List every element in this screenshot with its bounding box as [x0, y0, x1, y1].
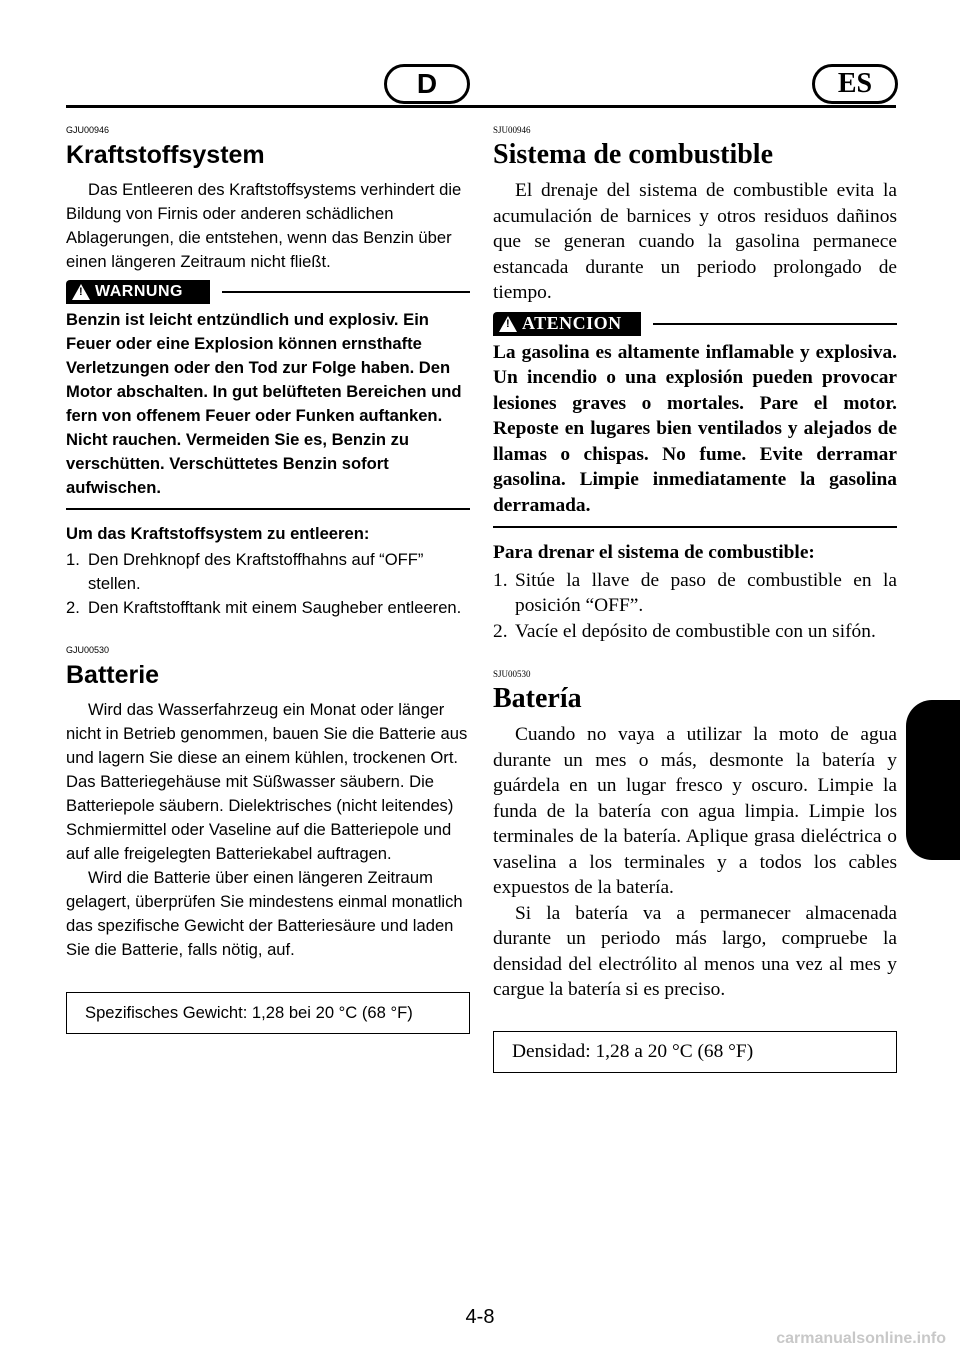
section-code: GJU00530 — [66, 645, 110, 655]
section-title: Batterie — [66, 661, 160, 689]
battery-paragraph-2: Si la batería va a permanecer almacenada durante un periodo más largo, compruebe la densidad del electrólito al menos una vez al mes y cargue la batería si es preciso. — [493, 902, 897, 1000]
battery-paragraph-1: Wird das Wasserfahrzeug ein Monat oder länger nicht in Betrieb genommen, bauen Sie die Batterie aus und lagern Sie diese an einem kühlen, trockenen Ort. Das Batteriegehäuse mit Süßwasser säubern. Die Batteriepole säubern. Dielektrisches (nicht leitendes) Schmiermittel oder Vaseline auf die Batteriepole und auf alle freigelegten Batteriekabel auftragen. — [66, 700, 468, 863]
steps-title: Para drenar el sistema de combustible: — [493, 542, 815, 563]
warning-badge: ! ATENCION — [493, 312, 641, 336]
section-title: Batería — [493, 683, 582, 714]
section-title: Kraftstoffsystem — [66, 141, 265, 169]
list-item: 2. Vacíe el depósito de combustible con un sifón. — [493, 620, 876, 642]
spec-box: Densidad: 1,28 a 20 °C (68 °F) — [493, 1031, 897, 1073]
battery-paragraph-2: Wird die Batterie über einen längeren Zeitraum gelagert, überprüfen Sie mindestens einmal monatlich das spezifische Gewicht der Batteriesäure und laden Sie die Batterie, falls nötig, auf. — [66, 868, 463, 959]
steps-list — [66, 548, 470, 620]
warning-badge: ! WARNUNG — [66, 280, 210, 304]
section-title: Sistema de combustible — [493, 139, 773, 170]
warning-triangle-icon — [499, 316, 517, 332]
language-badge-es: ES — [812, 64, 898, 104]
column-spanish — [493, 124, 897, 1073]
column-german — [66, 124, 470, 1034]
warning-triangle-icon — [72, 284, 90, 300]
warning-text: Benzin ist leicht entzündlich und explosiv. Ein Feuer oder eine Explosion können ernsthafte Verletzungen oder den Tod zur Folge haben. Den Motor abschalten. In gut belüfteten Bereichen und fern von offenem Feuer oder Funken auftanken. Nicht rauchen. Vermeiden Sie es, Benzin zu verschütten. Verschüttetes Benzin sofort aufwischen. — [66, 308, 470, 510]
list-item: 2. Den Kraftstofftank mit einem Saugheber entleeren. — [66, 598, 462, 617]
warning-header — [493, 312, 897, 336]
warning-rule — [653, 323, 897, 325]
list-item: 1. Den Drehknopf des Kraftstoffhahns auf “OFF” stellen. — [66, 550, 424, 593]
warning-rule — [222, 291, 470, 293]
section-code: SJU00530 — [493, 669, 531, 679]
chapter-tab — [906, 700, 960, 860]
header-rule — [66, 105, 896, 108]
battery-paragraph-1: Cuando no vaya a utilizar la moto de agua durante un mes o más, desmonte la batería y guárdela en un lugar fresco y oscuro. Limpie la funda de la batería con agua limpia. Limpie los terminales de la batería. Aplique grasa dieléctrica o vaselina a los terminales y a todos los cables expuestos de la batería. — [493, 724, 897, 898]
section-code: SJU00946 — [493, 125, 531, 135]
language-badge-de: D — [384, 64, 470, 104]
watermark: carmanualsonline.info — [776, 1330, 946, 1347]
spec-box: Spezifisches Gewicht: 1,28 bei 20 °C (68 °F) — [66, 992, 470, 1034]
intro-paragraph: Das Entleeren des Kraftstoffsystems verhindert die Bildung von Firnis oder anderen schädlichen Ablagerungen, die entstehen, wenn das Benzin über einen längeren Zeitraum nicht fließt. — [66, 180, 462, 271]
list-item: 1. Sitúe la llave de paso de combustible en la posición “OFF”. — [493, 569, 897, 616]
steps-list — [493, 568, 897, 645]
intro-paragraph: El drenaje del sistema de combustible evita la acumulación de barnices y otros residuos dañinos que se generan cuando la gasolina permanece estancada durante un periodo prolongado de tiempo. — [493, 180, 897, 303]
page-number: 4-8 — [465, 1306, 495, 1328]
section-code: GJU00946 — [66, 125, 110, 135]
warning-header — [66, 280, 470, 304]
warning-text: La gasolina es altamente inflamable y explosiva. Un incendio o una explosión pueden provocar lesiones graves o mortales. Pare el motor. Reposte en lugares bien ventilados y alejados de llamas o chispas. No fume. Evite derramar gasolina. Limpie inmediatamente la gasolina derramada. — [493, 340, 897, 529]
steps-title: Um das Kraftstoffsystem zu entleeren: — [66, 524, 370, 543]
